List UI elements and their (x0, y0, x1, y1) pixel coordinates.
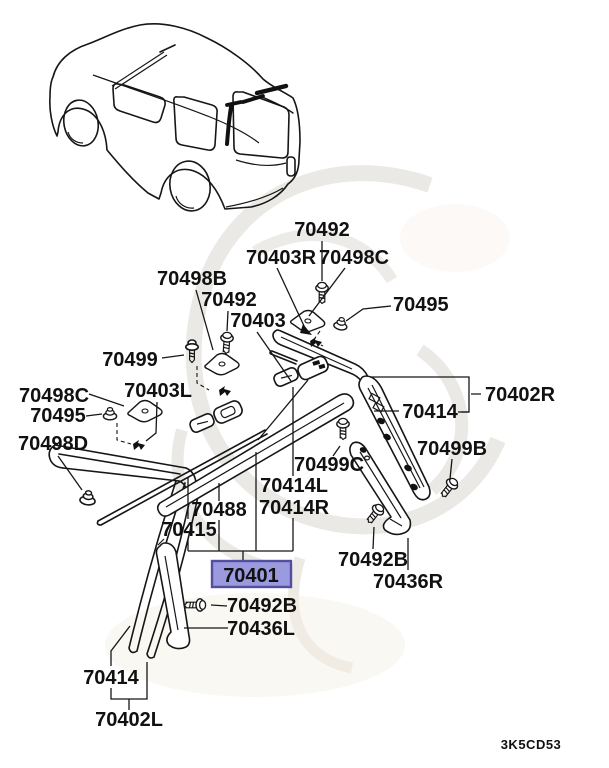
highlighted-part-callout[interactable] (212, 561, 291, 587)
part-label-70436L: 70436L (227, 618, 295, 640)
rear-quarter-window (174, 97, 217, 150)
part-label-70498C-top: 70498C (318, 247, 390, 269)
part-label-70403R: 70403R (245, 247, 317, 269)
part-label-70401-highlighted[interactable]: 70401 (223, 565, 279, 587)
grommet-icon (79, 490, 96, 506)
part-label-70498D: 70498D (17, 433, 89, 455)
tail-lamp (287, 157, 295, 176)
part-label-70403L: 70403L (124, 380, 192, 402)
clip-icon (219, 386, 231, 396)
part-label-70492B-right: 70492B (337, 549, 409, 571)
part-label-70414R: 70414R (258, 497, 330, 519)
part-label-70495-left: 70495 (30, 405, 86, 427)
part-label-70402R: 70402R (485, 384, 556, 406)
bolt-icon (220, 332, 234, 354)
part-label-70498B: 70498B (156, 268, 228, 290)
front-door-window (113, 84, 165, 123)
front-wheel (60, 97, 101, 148)
part-label-70499B: 70499B (416, 438, 488, 460)
grommet-icon (103, 408, 116, 420)
part-label-70415: 70415 (161, 519, 217, 541)
part-label-70495-top: 70495 (393, 294, 449, 316)
part-label-70414-bottom: 70414 (83, 667, 139, 689)
diagram-code: 3K5CD53 (500, 737, 562, 752)
vehicle-sketch (50, 24, 300, 214)
molding-location-marks (227, 86, 293, 144)
part-label-70499C: 70499C (293, 454, 365, 476)
clip-icon (133, 440, 145, 450)
bracket-plate-icon (205, 354, 239, 375)
bolt-icon (337, 418, 349, 439)
part-label-70402L: 70402L (95, 709, 163, 731)
part-label-70492-mid: 70492 (201, 289, 257, 311)
grommet-icon (333, 316, 348, 331)
part-label-70498C-left: 70498C (18, 385, 90, 407)
part-label-70499: 70499 (102, 349, 158, 371)
part-label-70414L: 70414L (260, 475, 328, 497)
part-label-70492-top: 70492 (294, 219, 350, 241)
part-label-70414-right: 70414 (402, 401, 458, 423)
bracket-plate-icon (290, 309, 326, 334)
part-label-70488: 70488 (191, 499, 247, 521)
part-label-70436R: 70436R (372, 571, 444, 593)
part-label-70403: 70403 (230, 310, 286, 332)
part-label-70492B-left: 70492B (226, 595, 298, 617)
rear-wheel (166, 158, 214, 214)
